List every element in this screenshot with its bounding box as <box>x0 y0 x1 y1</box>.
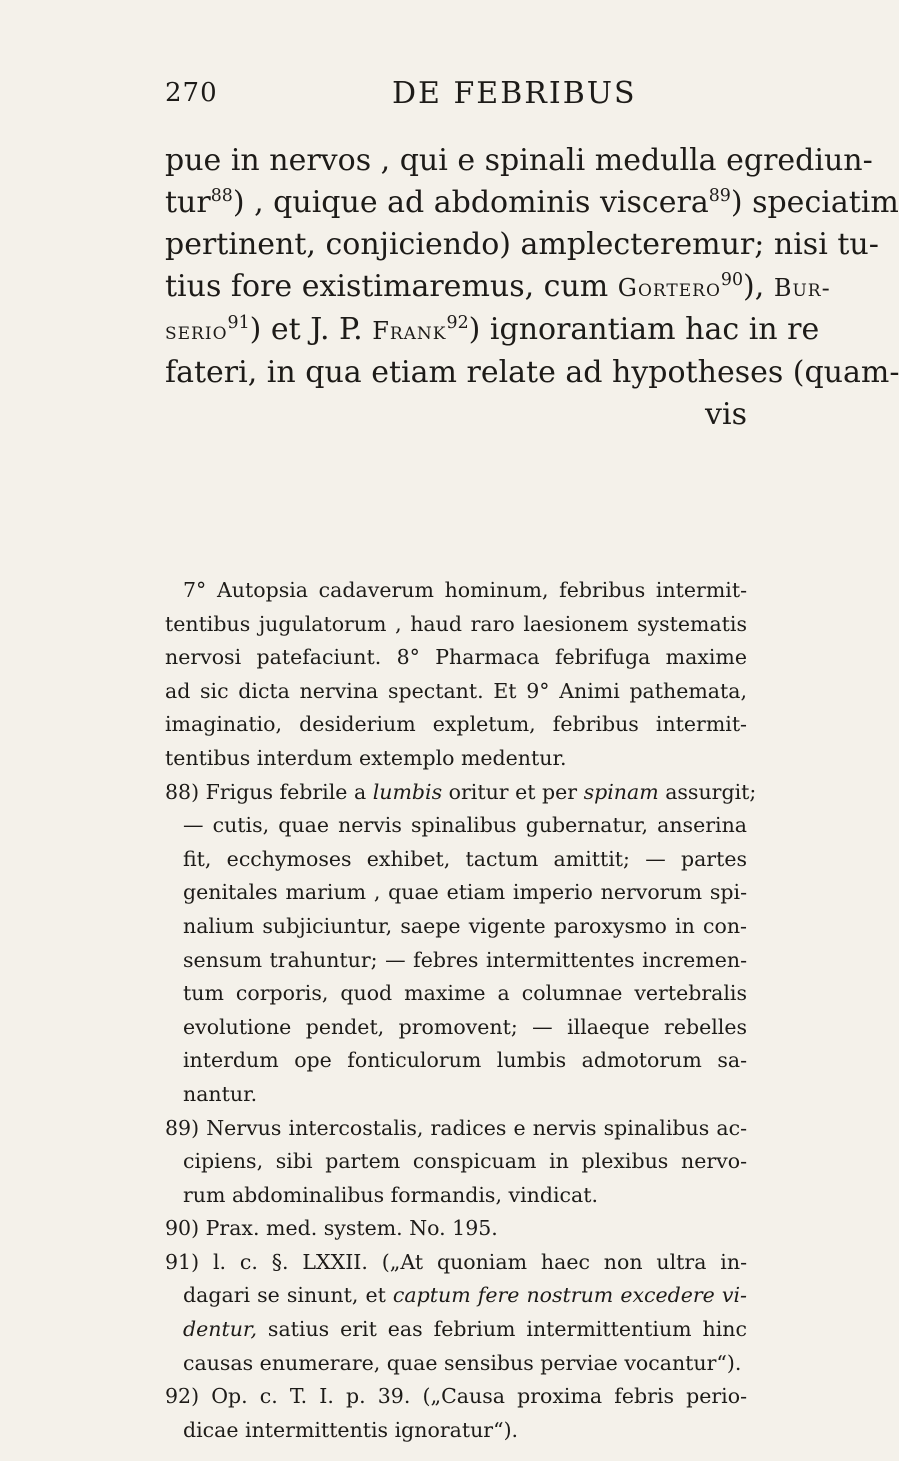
main-paragraph <box>165 140 899 436</box>
text-line: tius fore existimaremus, cum Gortero$^{90}$), Bur- <box>165 269 831 304</box>
footnote-ref: 92 <box>446 313 469 333</box>
footnote-ref: 89 <box>708 186 731 206</box>
text-line: fateri, in qua etiam relate ad hypotheses (quam- <box>165 355 899 390</box>
footnote-90: 90) Prax. med. system. No. 195. <box>165 1216 498 1241</box>
text-line: pertinent, conjiciendo) amplecteremur; nisi tu- <box>165 227 879 262</box>
author-name: Gortero <box>617 274 721 302</box>
author-name: Bur- <box>773 274 831 302</box>
running-title: DE FEBRIBUS <box>392 76 637 111</box>
footnote-89: 89) Nervus intercostalis, radices e nervis spinalibus ac- cipiens, sibi partem conspicuam in plexibus nervo- rum abdominalibus formandis, vindicat. <box>165 1115 747 1207</box>
page-header <box>0 72 800 112</box>
footnote-ref: 91 <box>227 313 250 333</box>
author-name: Frank <box>372 317 447 345</box>
text-line: tur$^{88}$) , quique ad abdominis viscera$^{89}$) speciatim <box>165 185 899 220</box>
footnote-7: 7° Autopsia cadaverum hominum, febribus intermit- tentibus jugulatorum , haud raro laesionem systematis nervosi patefaciunt. 8° Pharmaca febrifuga maxime ad sic dicta nervina spectant. Et 9° Animi pathemata, imaginatio, desiderium expletum, febribus intermit- tentibus interdum extemplo medentur. <box>165 578 747 770</box>
footnote-92: 92) Op. c. T. I. p. 39. („Causa proxima febris perio- dicae intermittentis ignoratur“). <box>165 1384 747 1442</box>
footnote-ref: 88 <box>210 186 233 206</box>
page-number: 270 <box>165 78 218 108</box>
text-line: pue in nervos , qui e spinali medulla egrediun- <box>165 143 873 178</box>
catchword: vis <box>705 397 747 432</box>
footnotes <box>165 574 757 1447</box>
text-line: serio$^{91}$) et J. P. Frank$^{92}$) ignorantiam hac in re <box>165 312 820 347</box>
author-name: serio <box>165 317 228 345</box>
footnote-ref: 90 <box>720 270 744 290</box>
footnote-88: 88) Frigus febrile a lumbis oritur et per spinam assurgit; — cutis, quae nervis spinalibus gubernatur, anserina fit, ecchymoses exhibet, tactum amittit; — partes genitales marium , quae etiam imperio nervorum spi- nalium subjiciuntur, saepe vigente paroxysmo in con- sensum trahuntur; — febres intermittentes incremen- tum corporis, quod maxime a columnae vertebralis evolutione pendet, promovent; — illaeque rebelles interdum ope fonticulorum lumbis admotorum sa- nantur. <box>165 779 757 1106</box>
footnote-91: 91) l. c. §. LXXII. („At quoniam haec non ultra in- dagari se sinunt, et captum fere nostrum excedere vi- dentur, satius erit eas febrium intermittentium hinc causas enumerare, quae sensibus perviae vocantur“). <box>165 1249 747 1375</box>
